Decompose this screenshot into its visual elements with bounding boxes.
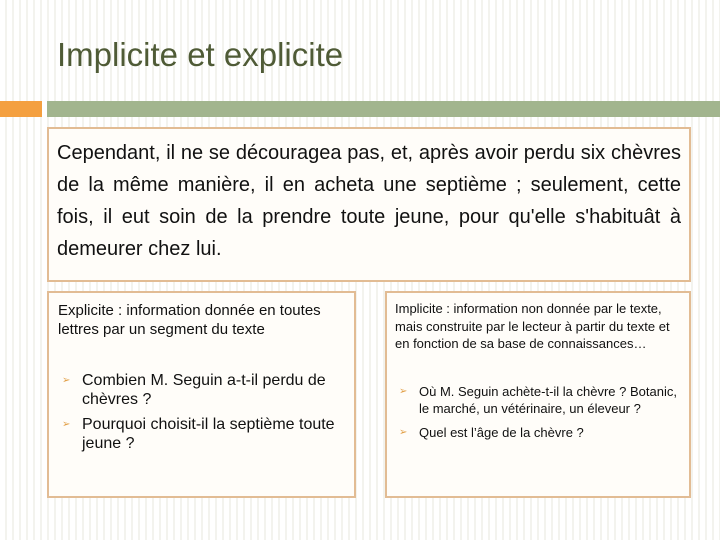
implicit-definition: Implicite : information non donnée par le texte, mais construite par le lecteur à partir du texte et en fonction de sa base de connaissances… <box>395 301 670 351</box>
implicit-box <box>385 291 691 498</box>
accent-bar-green <box>47 101 720 117</box>
arrow-bullet-icon: ➢ <box>62 419 71 430</box>
quote-box: Cependant, il ne se découragea pas, et, après avoir perdu six chèvres de la même manière, il en acheta une septième ; seulement, cette fois, il eut soin de la prendre toute jeune, pour qu'elle s'habituât à demeurer chez lui. <box>47 127 691 282</box>
list-item: ➢ Où M. Seguin achète-t-il la chèvre ? Botanic, le marché, un vétérinaire, un éleveur ? <box>399 383 677 416</box>
list-item: ➢ Pourquoi choisit-il la septième toute jeune ? <box>62 416 335 452</box>
arrow-bullet-icon: ➢ <box>62 375 71 386</box>
accent-bar-orange <box>0 101 42 117</box>
arrow-bullet-icon: ➢ <box>399 385 408 397</box>
list-item: ➢ Quel est l’âge de la chèvre ? <box>399 424 584 440</box>
slide-title: Implicite et explicite <box>57 36 344 73</box>
arrow-bullet-icon: ➢ <box>399 426 408 438</box>
list-item: ➢ Combien M. Seguin a-t-il perdu de chèvres ? <box>62 372 326 408</box>
explicit-definition: Explicite : information donnée en toutes lettres par un segment du texte <box>58 302 321 338</box>
explicit-box <box>47 291 356 498</box>
